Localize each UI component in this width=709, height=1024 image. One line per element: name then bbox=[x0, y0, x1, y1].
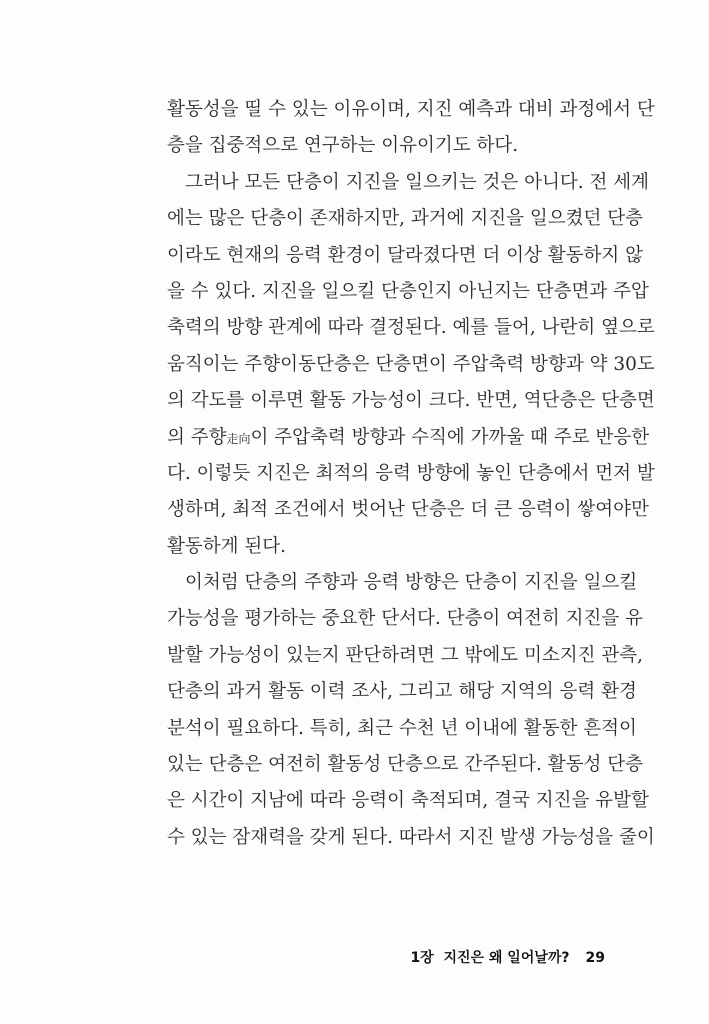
text-line: 이처럼 단층의 주향과 응력 방향은 단층이 지진을 일으킬 bbox=[185, 572, 638, 594]
text-line: 의 각도를 이루면 활동 가능성이 크다. 반면, 역단층은 단층면 bbox=[167, 390, 655, 412]
text-line: 단층의 과거 활동 이력 조사, 그리고 해당 지역의 응력 환경 bbox=[167, 681, 637, 703]
text-line: 그러나 모든 단층이 지진을 일으키는 것은 아니다. 전 세계 bbox=[185, 171, 649, 193]
chapter-title: 1장 지진은 왜 일어날까? bbox=[410, 950, 570, 966]
text-line: 층을 집중적으로 연구하는 이유이기도 하다. bbox=[167, 135, 519, 157]
hanja-annotation: 走向 bbox=[226, 431, 251, 446]
text-line: 활동하게 된다. bbox=[167, 535, 286, 557]
text-line: 가능성을 평가하는 중요한 단서다. 단층이 여전히 지진을 유 bbox=[167, 608, 643, 630]
text-line: 에는 많은 단층이 존재하지만, 과거에 지진을 일으켰던 단층 bbox=[167, 208, 643, 230]
text-segment: 이 주압축력 방향과 수직에 가까울 때 주로 반응한 bbox=[250, 426, 650, 448]
body-text bbox=[167, 92, 655, 856]
text-line: 을 수 있다. 지진을 일으킬 단층인지 아닌지는 단층면과 주압 bbox=[167, 280, 649, 302]
page-number: 29 bbox=[585, 950, 605, 966]
text-segment: 의 주향 bbox=[167, 426, 227, 448]
text-line: 분석이 필요하다. 특히, 최근 수천 년 이내에 활동한 흔적이 bbox=[167, 717, 637, 739]
page-footer bbox=[410, 947, 605, 967]
text-line: 수 있는 잠재력을 갖게 된다. 따라서 지진 발생 가능성을 줄이 bbox=[167, 826, 655, 848]
text-line: 은 시간이 지남에 따라 응력이 축적되며, 결국 지진을 유발할 bbox=[167, 790, 649, 812]
text-line: 움직이는 주향이동단층은 단층면이 주압축력 방향과 약 30도 bbox=[167, 353, 655, 375]
text-line: 다. 이렇듯 지진은 최적의 응력 방향에 놓인 단층에서 먼저 발 bbox=[167, 462, 655, 484]
text-line: 이라도 현재의 응력 환경이 달라졌다면 더 이상 활동하지 않 bbox=[167, 244, 643, 266]
text-line: 활동성을 띨 수 있는 이유이며, 지진 예측과 대비 과정에서 단 bbox=[167, 99, 655, 120]
text-line: 발할 가능성이 있는지 판단하려면 그 밖에도 미소지진 관측, bbox=[167, 644, 643, 666]
text-line bbox=[167, 420, 650, 456]
text-line: 생하며, 최적 조건에서 벗어난 단층은 더 큰 응력이 쌓여야만 bbox=[167, 499, 649, 521]
text-line: 있는 단층은 여전히 활동성 단층으로 간주된다. 활동성 단층 bbox=[167, 754, 643, 776]
text-line: 축력의 방향 관계에 따라 결정된다. 예를 들어, 나란히 옆으로 bbox=[167, 317, 655, 339]
